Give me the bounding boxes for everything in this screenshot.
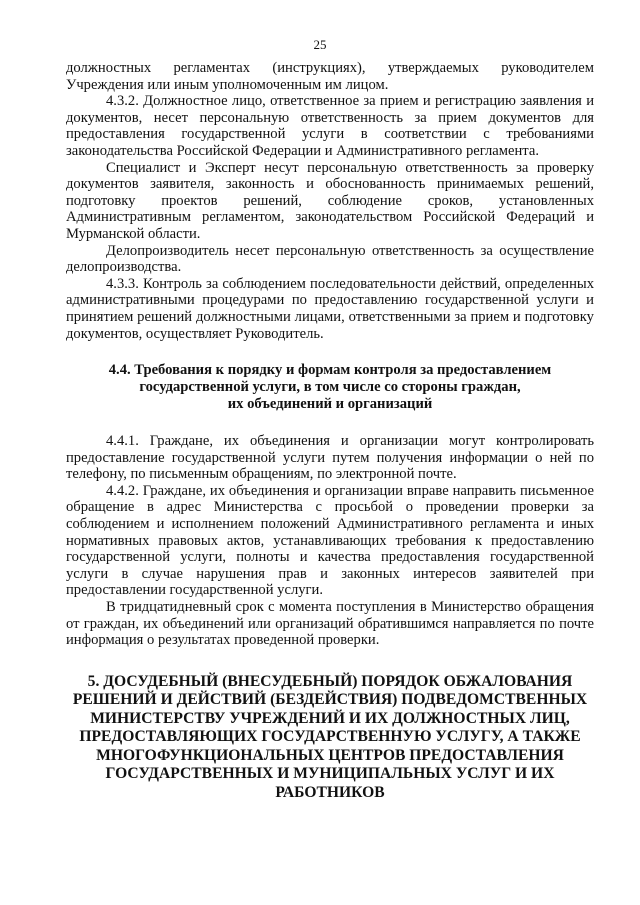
text-line: предоставления государственной услуги в соответствии с требованиями: [66, 126, 594, 143]
text-line: В тридцатидневный срок с момента поступления в Министерство: [106, 599, 522, 616]
page-number: 25: [313, 37, 327, 52]
text-line: и документов, несет персональную ответственность за прием документов для: [66, 93, 594, 126]
text-line: Делопроизводитель несет персональную ответственность за: [106, 242, 493, 259]
heading-line: РЕШЕНИЙ И ДЕЙСТВИЙ (БЕЗДЕЙСТВИЯ) ПОДВЕДОМСТВЕННЫХ: [72, 691, 588, 709]
text-line: Административным регламентом, законодательством Российской Федераций и: [66, 209, 594, 226]
text-line: ответственными за прием и подготовку документов, осуществляет Руководитель.: [66, 308, 594, 342]
text-line: Специалист и Эксперт несут персональную ответственность за проверку: [106, 159, 594, 176]
text-line: за соблюдением и исполнением положений Административного регламента и: [66, 499, 594, 533]
paragraph-continuation: [66, 60, 594, 93]
text-line: государственной услуги и принятием решений должностными лицами,: [66, 292, 594, 325]
text-line: иных нормативных правовых актов, устанавливающих требования к: [66, 516, 594, 549]
text-line: 4.4.2. Граждане, их объединения и организации вправе направить: [106, 482, 517, 499]
heading-line: МНОГОФУНКЦИОНАЛЬНЫХ ЦЕНТРОВ ПРЕДОСТАВЛЕНИЯ: [96, 746, 564, 764]
text-line: предоставлению государственной услуги, полноты и качества предоставления: [66, 532, 594, 566]
heading-line: ПРЕДОСТАВЛЯЮЩИХ ГОСУДАРСТВЕННУЮ УСЛУГУ, А ТАКЖЕ: [79, 728, 581, 746]
section-heading-4-4: [66, 362, 594, 413]
text-line: документов заявителя, законность и обоснованность принимаемых решений,: [66, 176, 594, 193]
heading-line: 4.4. Требования к порядку и формам контроля за предоставлением: [108, 362, 552, 379]
text-line: определенных административными процедурами по предоставлению: [66, 275, 594, 309]
text-line: подготовку проектов решений, соблюдение сроков, установленных: [66, 192, 594, 209]
text-line: направляется по почте информация о результатах проведенной проверки.: [66, 615, 594, 649]
text-line: обращения от граждан, их объединений или организаций обратившимся: [66, 599, 594, 632]
text-line: 4.3.2. Должностное лицо, ответственное за прием и регистрацию заявления: [106, 93, 582, 110]
paragraph-thirty-days: [66, 599, 594, 649]
text-line: должностных регламентах (инструкциях), утверждаемых руководителем: [66, 60, 594, 76]
document-body: [66, 60, 594, 802]
text-line: государственной услуги в случае нарушения прав и законных интересов: [66, 549, 594, 582]
heading-line: их объединений и организаций: [227, 396, 433, 413]
heading-line: МИНИСТЕРСТВУ УЧРЕЖДЕНИЙ И ИХ ДОЛЖНОСТНЫХ ЛИЦ,: [90, 709, 570, 727]
heading-line: ГОСУДАРСТВЕННЫХ И МУНИЦИПАЛЬНЫХ УСЛУГ И ИХ: [105, 765, 555, 783]
heading-line: РАБОТНИКОВ: [275, 783, 385, 801]
section-heading-5: [66, 673, 594, 803]
text-line: законодательства Российской Федерации и Административного регламента.: [66, 142, 539, 159]
text-line: предоставление государственной услуги путем получения информации о ней по: [66, 449, 594, 466]
paragraph-4-4-1: [66, 433, 594, 483]
paragraph-4-3-2: [66, 93, 594, 159]
text-line: 4.4.1. Граждане, их объединения и организации могут контролировать: [106, 433, 594, 450]
text-line: Мурманской области.: [66, 225, 201, 242]
text-line: Учреждения или иным уполномоченным им лицом.: [66, 76, 389, 93]
text-line: 4.3.3. Контроль за соблюдением последовательности действий,: [106, 275, 501, 292]
paragraph-clerk: [66, 243, 594, 276]
text-line: заявителей при предоставлении государственной услуги.: [66, 565, 594, 599]
spacer: [66, 413, 594, 433]
paragraph-4-4-2: [66, 483, 594, 599]
text-line: телефону, по письменным обращениям, по электронной почте.: [66, 466, 457, 483]
heading-line: 5. ДОСУДЕБНЫЙ (ВНЕСУДЕБНЫЙ) ПОРЯДОК ОБЖАЛОВАНИЯ: [87, 672, 573, 690]
paragraph-specialist: [66, 160, 594, 243]
paragraph-4-3-3: [66, 276, 594, 342]
text-line: письменное обращение в адрес Министерства с просьбой о проведении проверки: [66, 482, 594, 516]
heading-line: государственной услуги, в том числе со стороны граждан,: [139, 379, 521, 396]
text-line: осуществление делопроизводства.: [66, 242, 594, 276]
